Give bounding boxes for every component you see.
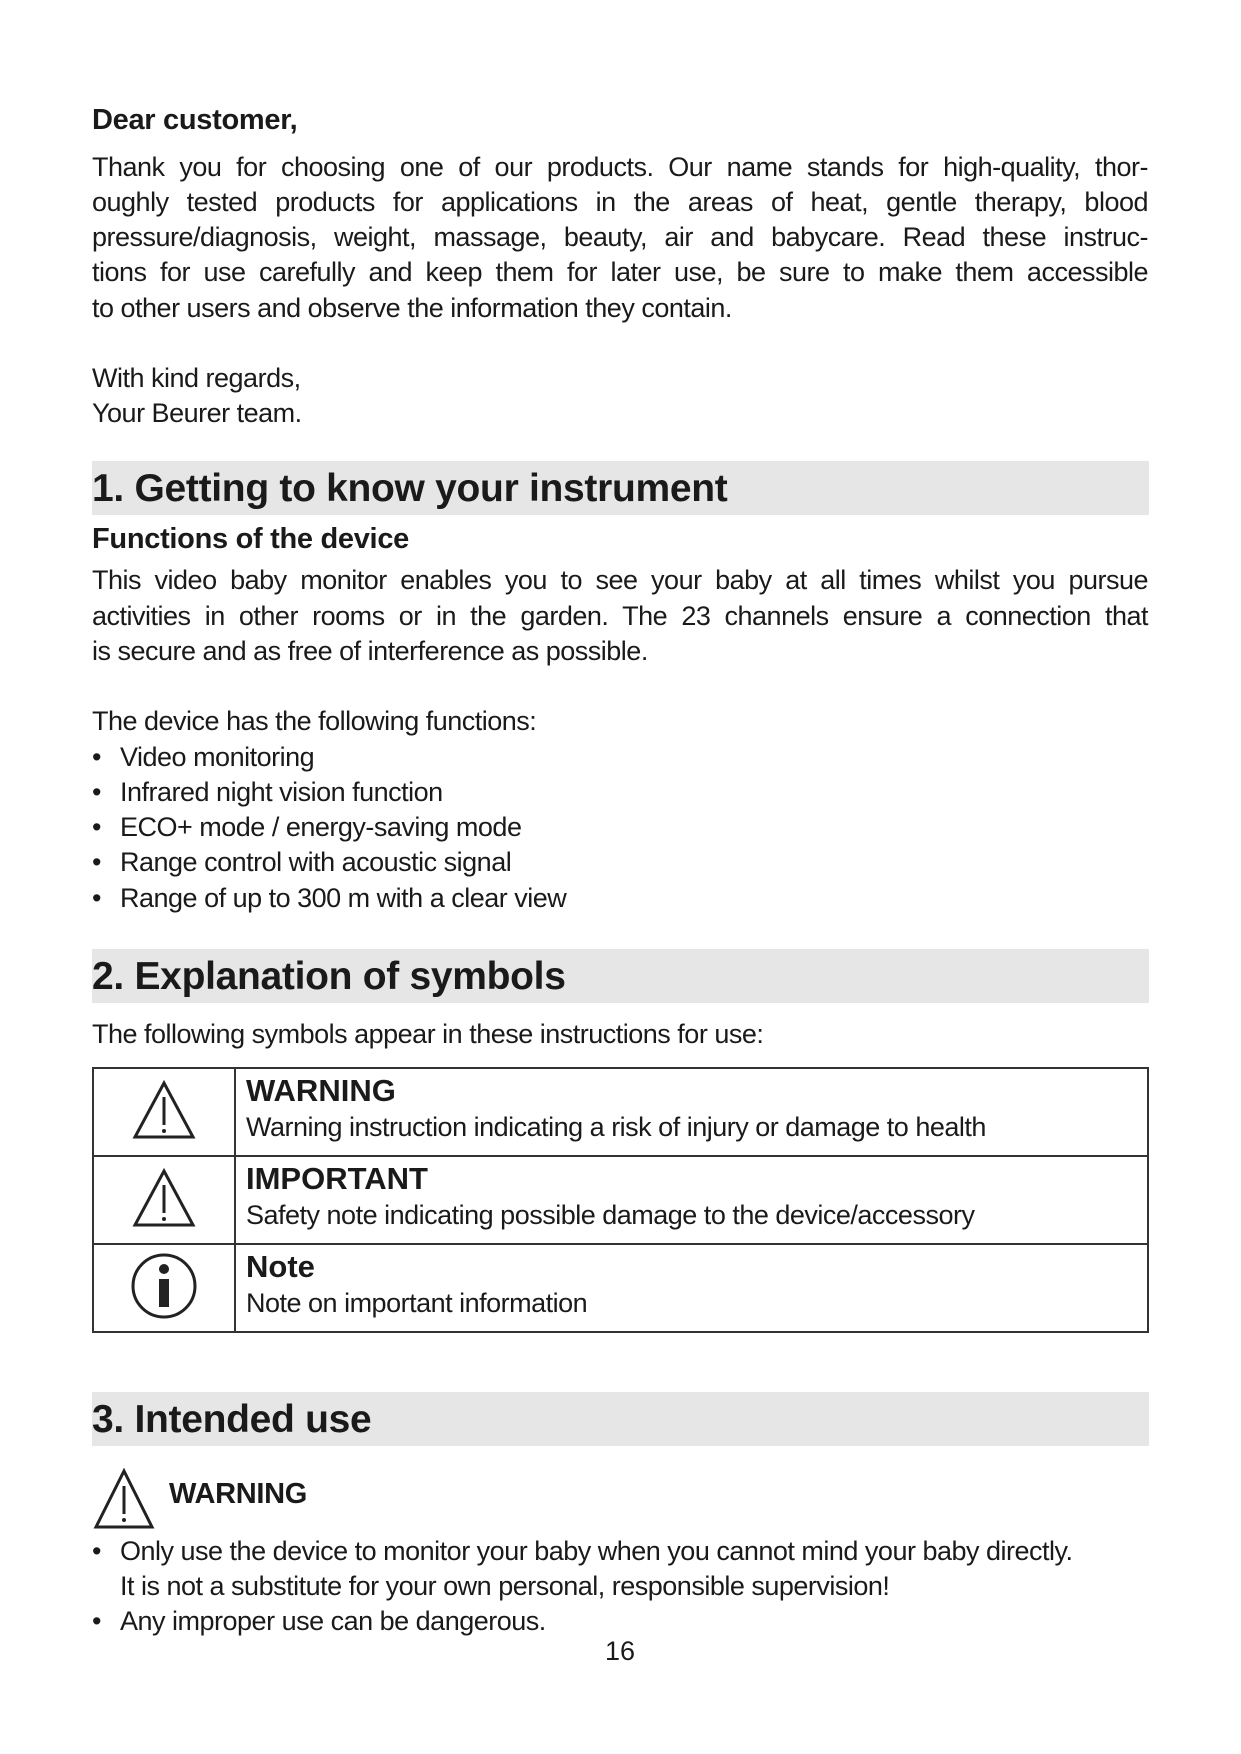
page-number: 16 [604,1636,636,1666]
bullet-item: • ECO+ mode / energy-saving mode [92,812,522,842]
symbol-desc: Warning instruction indicating a risk of injury or damage to health [246,1112,986,1142]
bullet-text: Range control with acoustic signal [120,847,512,877]
table-row [93,1068,1148,1156]
symbols-table [92,1067,1149,1333]
warning-triangle-icon [131,1079,197,1141]
bullet-item: • Any improper use can be dangerous. [92,1606,546,1636]
section3-heading: 3. Intended use [92,1398,372,1441]
bullet-text: Range of up to 300 m with a clear view [120,883,567,913]
paragraph-line: activities in other rooms or in the garden. The 23 channels ensure a connection that [92,601,1148,631]
closing-line: With kind regards, [92,363,301,393]
bullet-item: • Video monitoring [92,742,315,772]
symbols-intro: The following symbols appear in these instructions for use: [92,1019,764,1049]
info-icon [129,1251,199,1321]
paragraph-line: Thank you for choosing one of our products. Our name stands for high-quality, thor- [92,152,1148,182]
table-row [93,1244,1148,1332]
bullet-text: Infrared night vision function [120,777,443,807]
symbol-title: WARNING [246,1073,396,1108]
section2-heading: 2. Explanation of symbols [92,955,566,998]
section-heading-bar [92,1392,1149,1446]
paragraph-line: tions for use carefully and keep them for later use, be sure to make them accessible [92,257,1148,287]
warning-triangle-icon [93,1468,155,1530]
bullet-text: ECO+ mode / energy-saving mode [120,812,522,842]
bullet-item: • Range of up to 300 m with a clear view [92,883,567,913]
bullet-item: • Infrared night vision function [92,777,443,807]
symbol-desc: Note on important information [246,1288,588,1318]
warning-label: WARNING [169,1478,308,1510]
bullet-text: Video monitoring [120,742,315,772]
paragraph-line: This video baby monitor enables you to see your baby at all times whilst you pursue [92,565,1148,595]
bullet-text: Only use the device to monitor your baby when you cannot mind your baby directly. [120,1536,1073,1566]
symbol-title: IMPORTANT [246,1161,428,1196]
symbol-title: Note [246,1249,315,1284]
section-heading-bar [92,461,1149,515]
paragraph-line: oughly tested products for applications in the areas of heat, gentle therapy, blood [92,187,1148,217]
closing-line: Your Beurer team. [92,398,302,428]
bullet-item: • Only use the device to monitor your baby when you cannot mind your baby directly. [92,1536,1073,1566]
symbol-desc: Safety note indicating possible damage to the device/accessory [246,1200,975,1230]
paragraph-line: is secure and as free of interference as possible. [92,636,648,666]
table-row [93,1156,1148,1244]
functions-intro: The device has the following functions: [92,706,537,736]
paragraph-line: pressure/diagnosis, weight, massage, beauty, air and babycare. Read these instruc- [92,222,1148,252]
greeting-title: Dear customer, [92,104,298,136]
paragraph-line: to other users and observe the information they contain. [92,293,732,323]
bullet-item: • Range control with acoustic signal [92,847,512,877]
section1-subheading: Functions of the device [92,523,409,555]
bullet-text: Any improper use can be dangerous. [120,1606,546,1636]
bullet-continuation: It is not a substitute for your own personal, responsible supervision! [120,1571,890,1601]
section1-heading: 1. Getting to know your instrument [92,467,728,510]
warning-triangle-icon [131,1167,197,1229]
section-heading-bar [92,949,1149,1003]
